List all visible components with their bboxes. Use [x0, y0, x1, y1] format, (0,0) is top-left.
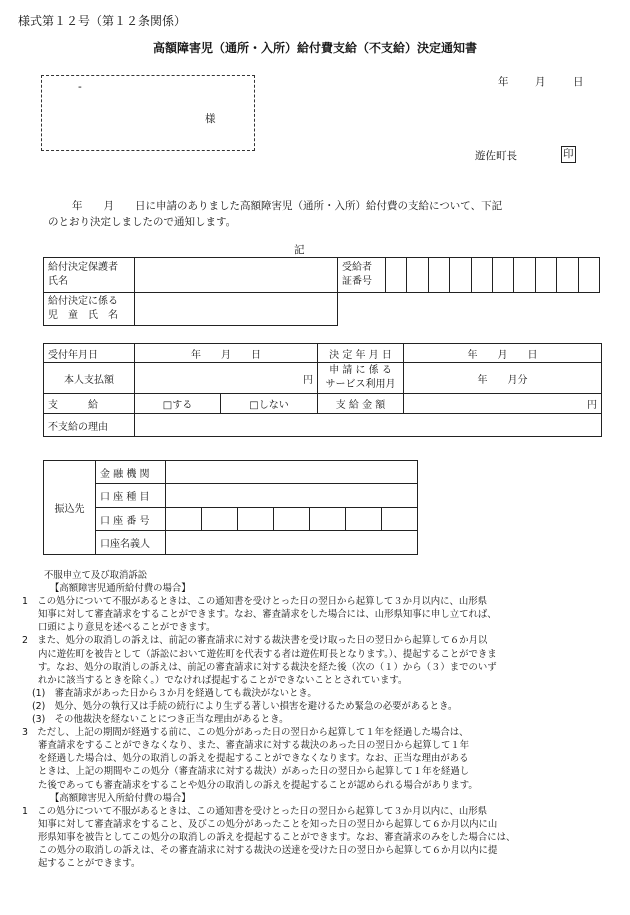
- account-digit-cell[interactable]: [346, 508, 382, 531]
- child-label: [44, 293, 135, 326]
- note-line: 2 また、処分の取消しの訴えは、前記の審査請求に対する裁決書を受け取った日の翌日から起算して６か月以: [22, 635, 488, 647]
- cert-digit-cell[interactable]: [514, 258, 535, 293]
- note-line: 内に遊佐町を被告として（訴訟において遊佐町を代表する者は遊佐町長となります。）、提起することができま: [38, 648, 497, 660]
- page-title: 高額障害児（通所・入所）給付費支給（不支給）決定通知書: [152, 41, 477, 55]
- pay-label: 支 給: [44, 394, 135, 414]
- bank-row-label: 金 融 機 関: [96, 461, 166, 484]
- note-line: ときは、上記の期間やこの処分（審査請求に対する裁決）があった日の翌日から起算して１年を経過し: [38, 766, 470, 778]
- account-digit-cell[interactable]: [274, 508, 310, 531]
- reason-field[interactable]: [135, 414, 602, 437]
- decision-table: [43, 343, 602, 437]
- amount-label: 支 給 金 額: [318, 394, 404, 414]
- child-name-field[interactable]: [135, 293, 338, 326]
- guardian-label-1: 給付決定保護者: [48, 262, 118, 273]
- notes-sub-2: 【高額障害児入所給付費の場合】: [50, 792, 191, 804]
- note-line: す。なお、処分の取消しの訴えは、前記の審査請求に対する裁決を経た後（次の（１）から（３）までのいず: [38, 661, 497, 673]
- cert-digit-cell[interactable]: [535, 258, 556, 293]
- bank-name-field[interactable]: [166, 461, 418, 484]
- service-month-field[interactable]: 年 月分: [404, 363, 602, 394]
- note-line: 1 この処分について不服があるときは、この通知書を受けとった日の翌日から起算して３か月以内に、山形県: [22, 596, 487, 608]
- child-label-2: 児 童 氏 名: [48, 310, 118, 321]
- reason-label: 不支給の理由: [44, 414, 135, 437]
- notes-sub-1: 【高額障害児通所給付費の場合】: [50, 583, 191, 595]
- bank-table: [43, 460, 418, 555]
- note-line: を経過した場合は、処分の取消しの訴えを提起することができなくなります。なお、正当な理由がある: [38, 753, 469, 765]
- note-line: 起することができます。: [38, 858, 141, 870]
- note-line: 口頭により意見を述べることができます。: [38, 622, 216, 634]
- note-line: (1) 審査請求があった日から３か月を経過しても裁決がないとき。: [32, 687, 317, 699]
- pay-no-checkbox[interactable]: □しない: [221, 394, 318, 414]
- service-label-1: 申 請 に 係 る: [329, 365, 392, 376]
- blank-area: [338, 293, 600, 326]
- notes-section: [22, 569, 607, 870]
- intro-line-1: 年 月 日に申請のありました高額障害児（通所・入所）給付費の支給について、下記: [72, 200, 503, 212]
- intro-line-2: のとおり決定しましたので通知します。: [48, 216, 237, 228]
- pay-yes-checkbox[interactable]: □する: [135, 394, 221, 414]
- cert-digit-cell[interactable]: [407, 258, 428, 293]
- note-line: 形県知事を被告としてこの処分の取消しの訴えを提起することができます。なお、審査請求のみをした場合には、: [38, 831, 516, 843]
- note-line: (3) その他裁決を経ないことにつき正当な理由があるとき。: [32, 714, 289, 726]
- form-number: 様式第１２号（第１２条関係）: [18, 14, 187, 28]
- note-line: れかに該当するときを除く。）でなければ提起することができないこととされています。: [38, 674, 408, 686]
- ki-label: 記: [294, 244, 305, 256]
- cert-digit-cell[interactable]: [428, 258, 449, 293]
- note-line: 3 ただし、上記の期間が経過する前に、この処分があった日の翌日から起算して１年を経過した場合は、: [22, 727, 469, 739]
- guardian-name-field[interactable]: [135, 258, 338, 293]
- seal-mark: 印: [561, 146, 576, 163]
- addressee-box: [41, 75, 255, 151]
- decision-label: 決 定 年 月 日: [318, 344, 404, 363]
- account-digit-cell[interactable]: [382, 508, 418, 531]
- addressee-honorific: 様: [205, 113, 216, 125]
- recipient-table: [43, 257, 600, 326]
- issuer-name: 遊佐町長: [475, 150, 517, 162]
- date-day: 日: [573, 76, 584, 88]
- service-label-2: サービス利用月: [325, 379, 396, 390]
- bank-row-label: 口座名義人: [96, 531, 166, 555]
- child-label-1: 給付決定に係る: [48, 296, 118, 307]
- account-type-field[interactable]: [166, 484, 418, 508]
- addressee-dash: -: [78, 81, 82, 93]
- note-line: (2) 処分、処分の執行又は手続の続行により生ずる著しい損害を避けるため緊急の必要があるとき。: [32, 700, 458, 712]
- cert-label-1: 受給者: [342, 262, 372, 273]
- self-pay-field[interactable]: 円: [135, 363, 318, 394]
- account-holder-field[interactable]: [166, 531, 418, 555]
- date-year: 年: [498, 76, 509, 88]
- received-date-field[interactable]: 年 月 日: [135, 344, 318, 363]
- cert-label-2: 証番号: [342, 276, 372, 287]
- note-line: 知事に対して審査請求をすることができます。なお、審査請求をした場合には、山形県知事に申し立てれば、: [38, 609, 497, 621]
- self-pay-label: 本人支払額: [44, 363, 135, 394]
- date-month: 月: [535, 76, 546, 88]
- note-line: 知事に対して審査請求をすること、及びこの処分があったことを知った日の翌日から起算して６か月以内に山: [38, 818, 498, 830]
- bank-row-label: 口 座 番 号: [96, 508, 166, 531]
- note-line: 1 この処分について不服があるときは、この通知書を受けとった日の翌日から起算して３か月以内に、山形県: [22, 805, 487, 817]
- received-label: 受付年月日: [44, 344, 135, 363]
- guardian-label-2: 氏名: [48, 276, 68, 287]
- note-line: た後であっても審査請求をすることや処分の取消しの訴えを提起することが認められる場合があります。: [38, 779, 478, 791]
- cert-digit-cell[interactable]: [450, 258, 471, 293]
- note-line: この処分の取消しの訴えは、その審査請求に対する裁決の送達を受けた日の翌日から起算して６か月以内に提: [38, 844, 498, 856]
- note-line: 審査請求をすることができなくなり、また、審査請求に対する裁決のあった日の翌日から起算して１年: [38, 740, 470, 752]
- account-digit-cell[interactable]: [310, 508, 346, 531]
- notes-heading: 不服申立て及び取消訴訟: [44, 570, 148, 581]
- cert-digit-cell[interactable]: [471, 258, 492, 293]
- bank-group-label: 振込先: [44, 461, 96, 555]
- cert-label: [338, 258, 386, 293]
- account-digit-cell[interactable]: [202, 508, 238, 531]
- cert-digit-cell[interactable]: [386, 258, 407, 293]
- amount-field[interactable]: 円: [404, 394, 602, 414]
- service-label: [318, 363, 404, 394]
- account-digit-cell[interactable]: [166, 508, 202, 531]
- cert-digit-cell[interactable]: [492, 258, 513, 293]
- cert-digit-cell[interactable]: [557, 258, 578, 293]
- guardian-label: [44, 258, 135, 293]
- bank-row-label: 口 座 種 目: [96, 484, 166, 508]
- decision-date-field[interactable]: 年 月 日: [404, 344, 602, 363]
- account-digit-cell[interactable]: [238, 508, 274, 531]
- cert-digit-cell[interactable]: [578, 258, 599, 293]
